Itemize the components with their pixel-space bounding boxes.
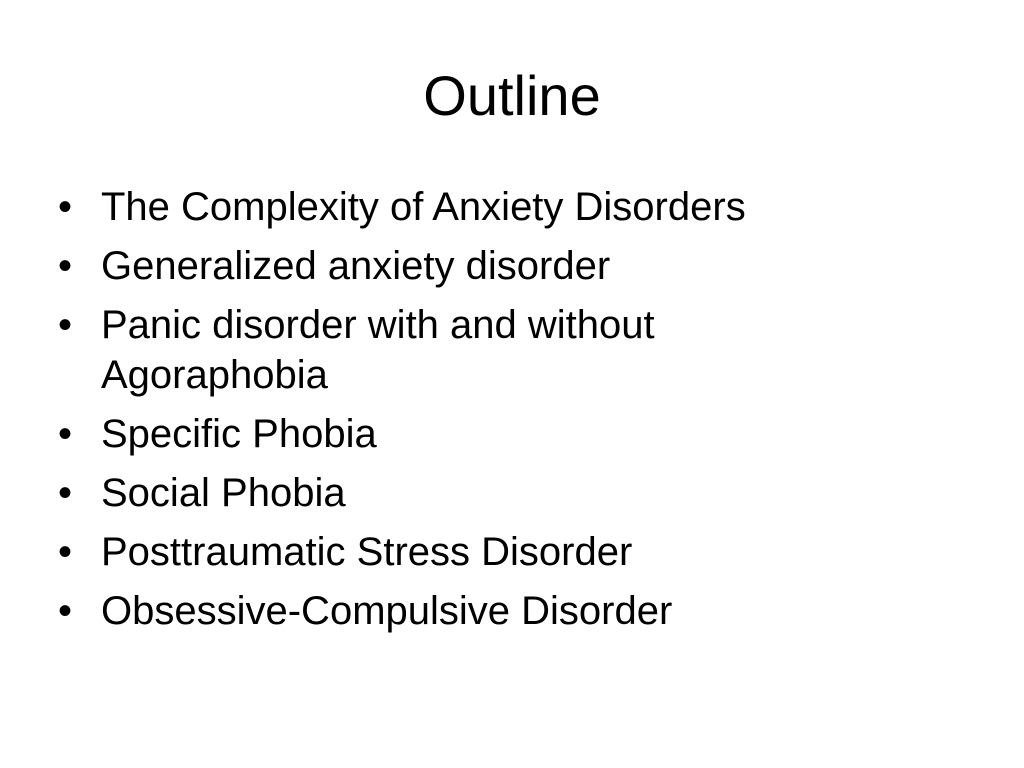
list-item-text: Posttraumatic Stress Disorder bbox=[101, 530, 633, 574]
bullet-icon: • bbox=[58, 185, 73, 229]
list-item bbox=[58, 409, 958, 459]
bullet-icon: • bbox=[58, 244, 73, 288]
bullet-icon: • bbox=[58, 589, 73, 633]
list-item bbox=[58, 241, 958, 291]
bullet-icon: • bbox=[58, 471, 73, 515]
list-item-text: Generalized anxiety disorder bbox=[101, 244, 611, 288]
slide-title: Outline bbox=[423, 64, 601, 127]
bullet-icon: • bbox=[58, 530, 73, 574]
bullet-icon: • bbox=[58, 303, 73, 347]
list-item bbox=[58, 468, 958, 518]
list-item bbox=[58, 182, 958, 232]
list-item bbox=[58, 300, 761, 400]
list-item-text: Panic disorder with and without Agoraphobia bbox=[101, 303, 655, 397]
list-item bbox=[58, 586, 958, 636]
list-item-text: Social Phobia bbox=[101, 471, 346, 515]
bullet-icon: • bbox=[58, 412, 73, 456]
bullet-list bbox=[58, 182, 958, 645]
list-item-text: The Complexity of Anxiety Disorders bbox=[101, 185, 746, 229]
list-item-text: Specific Phobia bbox=[101, 412, 377, 456]
list-item bbox=[58, 527, 958, 577]
list-item-text: Obsessive-Compulsive Disorder bbox=[101, 589, 673, 633]
